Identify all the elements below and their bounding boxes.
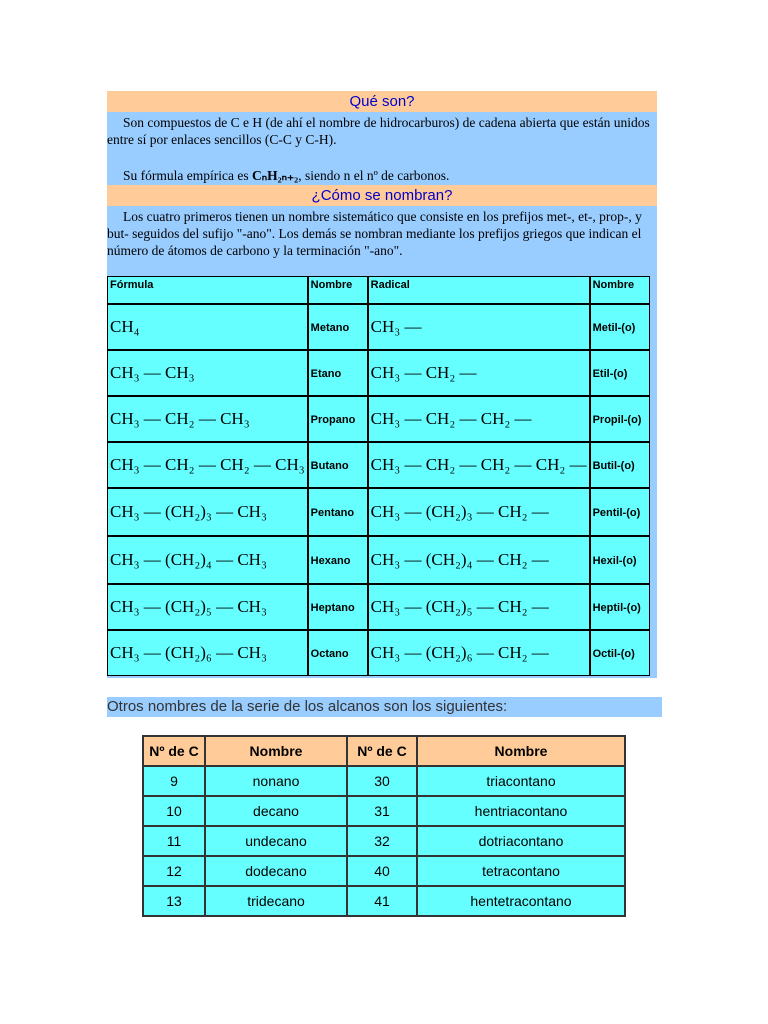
- alkane-name-cell-text: Pentano: [310, 507, 355, 519]
- radical-cell: [368, 350, 590, 396]
- formula-cell: [107, 488, 308, 536]
- carbon-count-cell: 41: [347, 886, 417, 916]
- radical-cell-text: CH₃ — (CH₂)₅ — CH₂ —: [370, 597, 549, 616]
- empirical-formula: CₙH₂ₙ₊₂: [251, 168, 299, 183]
- header-carbon-count-2: Nº de C: [347, 736, 417, 766]
- carbon-count-cell: 40: [347, 856, 417, 886]
- radical-name-cell-text: Hexil-(o): [592, 555, 637, 567]
- alkane-row: [143, 796, 625, 826]
- formula-row: [107, 630, 650, 676]
- alkane-name-cell-text: Etano: [310, 368, 342, 380]
- alkane-name-cell-text: Octano: [310, 648, 349, 660]
- formula-table-header: [107, 276, 650, 304]
- alkane-name-cell-text: Butano: [310, 460, 349, 472]
- radical-cell-text: CH₃ — CH₂ —: [370, 363, 477, 382]
- alkane-name-cell: hentriacontano: [417, 796, 625, 826]
- formula-cell-text: CH₃ — (CH₂)₆ — CH₃: [110, 643, 267, 662]
- formula-cell-text: CH₃ — CH₃: [110, 363, 195, 382]
- alkane-row: [143, 886, 625, 916]
- radical-name-cell-text: Butil-(o): [592, 460, 635, 472]
- alkane-name-cell: [308, 442, 368, 488]
- formula-row: [107, 304, 650, 350]
- formula-cell-text: CH₃ — CH₂ — CH₂ — CH₃: [110, 455, 305, 474]
- formula-table: [107, 276, 650, 676]
- alkane-row: [143, 856, 625, 886]
- alkane-name-cell: dodecano: [205, 856, 347, 886]
- alkane-name-cell-text: Hexano: [310, 555, 351, 567]
- radical-name-cell-text: Pentil-(o): [592, 507, 641, 519]
- radical-name-cell-text: Octil-(o): [592, 648, 635, 660]
- alkane-name-cell: [308, 350, 368, 396]
- alkane-name-cell: [308, 630, 368, 676]
- radical-cell-text: CH₃ — (CH₂)₆ — CH₂ —: [370, 643, 549, 662]
- radical-name-cell: [590, 350, 650, 396]
- formula-row: [107, 442, 650, 488]
- radical-name-cell: [590, 304, 650, 350]
- radical-cell-text: CH₃ — CH₂ — CH₂ — CH₂ —: [370, 455, 587, 474]
- formula-cell: [107, 350, 308, 396]
- other-alkanes-header: [143, 736, 625, 766]
- radical-cell-text: CH₃ —: [370, 317, 422, 336]
- header-formula: Fórmula: [107, 276, 308, 304]
- alkane-row: [143, 766, 625, 796]
- other-alkanes-table: [142, 735, 626, 917]
- formula-row: [107, 584, 650, 630]
- other-names-title: Otros nombres de la serie de los alcanos son los siguientes:: [107, 697, 662, 717]
- alkane-name-cell-text: Heptano: [310, 602, 355, 614]
- formula-cell-text: CH₃ — CH₂ — CH₃: [110, 409, 250, 428]
- header-carbon-count-1: Nº de C: [143, 736, 205, 766]
- formula-cell-text: CH₃ — (CH₂)₄ — CH₃: [110, 550, 267, 569]
- radical-name-cell: [590, 584, 650, 630]
- alkane-name-cell: tetracontano: [417, 856, 625, 886]
- radical-name-cell: [590, 488, 650, 536]
- formula-row: [107, 396, 650, 442]
- radical-name-cell-text: Metil-(o): [592, 322, 636, 334]
- radical-cell: [368, 630, 590, 676]
- carbon-count-cell: 13: [143, 886, 205, 916]
- alkane-name-cell-text: Propano: [310, 414, 356, 426]
- alkane-name-cell: decano: [205, 796, 347, 826]
- section-title-que-son: Qué son?: [107, 91, 657, 112]
- alkane-name-cell: dotriacontano: [417, 826, 625, 856]
- formula-text-pre: Su fórmula empírica es: [123, 168, 252, 183]
- radical-name-cell: [590, 396, 650, 442]
- formula-row: [107, 350, 650, 396]
- radical-name-cell: [590, 536, 650, 584]
- radical-cell-text: CH₃ — (CH₂)₃ — CH₂ —: [370, 502, 549, 521]
- carbon-count-cell: 11: [143, 826, 205, 856]
- formula-cell: [107, 584, 308, 630]
- alkane-name-cell: [308, 584, 368, 630]
- header-radical: Radical: [368, 276, 590, 304]
- radical-cell-text: CH₃ — CH₂ — CH₂ —: [370, 409, 532, 428]
- formula-cell: [107, 536, 308, 584]
- alkane-name-cell: hentetracontano: [417, 886, 625, 916]
- formula-cell-text: CH₄: [110, 317, 140, 336]
- carbon-count-cell: 31: [347, 796, 417, 826]
- formula-cell: [107, 304, 308, 350]
- radical-name-cell-text: Heptil-(o): [592, 602, 641, 614]
- alkane-name-cell: [308, 488, 368, 536]
- radical-name-cell: [590, 630, 650, 676]
- radical-cell: [368, 536, 590, 584]
- radical-name-cell-text: Etil-(o): [592, 368, 628, 380]
- alkane-name-cell: tridecano: [205, 886, 347, 916]
- formula-cell: [107, 442, 308, 488]
- alkane-name-cell-text: Metano: [310, 322, 350, 334]
- formula-cell: [107, 630, 308, 676]
- section-title-como-se-nombran: ¿Cómo se nombran?: [107, 185, 657, 206]
- header-name: Nombre: [308, 276, 368, 304]
- formula-cell-text: CH₃ — (CH₂)₃ — CH₃: [110, 502, 267, 521]
- formula-paragraph: [107, 165, 657, 184]
- radical-cell-text: CH₃ — (CH₂)₄ — CH₂ —: [370, 550, 549, 569]
- header-radical-name: Nombre: [590, 276, 650, 304]
- alkane-name-cell: undecano: [205, 826, 347, 856]
- carbon-count-cell: 32: [347, 826, 417, 856]
- alkane-name-cell: [308, 396, 368, 442]
- formula-row: [107, 536, 650, 584]
- formula-cell-text: CH₃ — (CH₂)₅ — CH₃: [110, 597, 267, 616]
- formula-table-container: [107, 276, 650, 676]
- radical-name-cell-text: Propil-(o): [592, 414, 642, 426]
- radical-cell: [368, 584, 590, 630]
- alkane-name-cell: [308, 304, 368, 350]
- definition-paragraph: Son compuestos de C e H (de ahí el nombre de hidrocarburos) de cadena abierta que están unidos entre sí por enlaces sencillos (C-C y C-H).: [107, 115, 650, 147]
- formula-row: [107, 488, 650, 536]
- formula-text-post: , siendo n el nº de carbonos.: [298, 168, 450, 183]
- formula-cell: [107, 396, 308, 442]
- radical-name-cell: [590, 442, 650, 488]
- radical-cell: [368, 396, 590, 442]
- carbon-count-cell: 10: [143, 796, 205, 826]
- naming-paragraph: Los cuatro primeros tienen un nombre sistemático que consiste en los prefijos met-, et-, prop-, y but- seguidos del sufijo "-ano". Los demás se nombran mediante los prefijos griegos que indican el número de átomos de carbono y la terminación "-ano".: [107, 209, 642, 258]
- radical-cell: [368, 304, 590, 350]
- radical-cell: [368, 442, 590, 488]
- header-name-2: Nombre: [417, 736, 625, 766]
- carbon-count-cell: 9: [143, 766, 205, 796]
- alkane-name-cell: nonano: [205, 766, 347, 796]
- carbon-count-cell: 30: [347, 766, 417, 796]
- alkane-row: [143, 826, 625, 856]
- carbon-count-cell: 12: [143, 856, 205, 886]
- radical-cell: [368, 488, 590, 536]
- alkane-name-cell: triacontano: [417, 766, 625, 796]
- alkane-name-cell: [308, 536, 368, 584]
- header-name-1: Nombre: [205, 736, 347, 766]
